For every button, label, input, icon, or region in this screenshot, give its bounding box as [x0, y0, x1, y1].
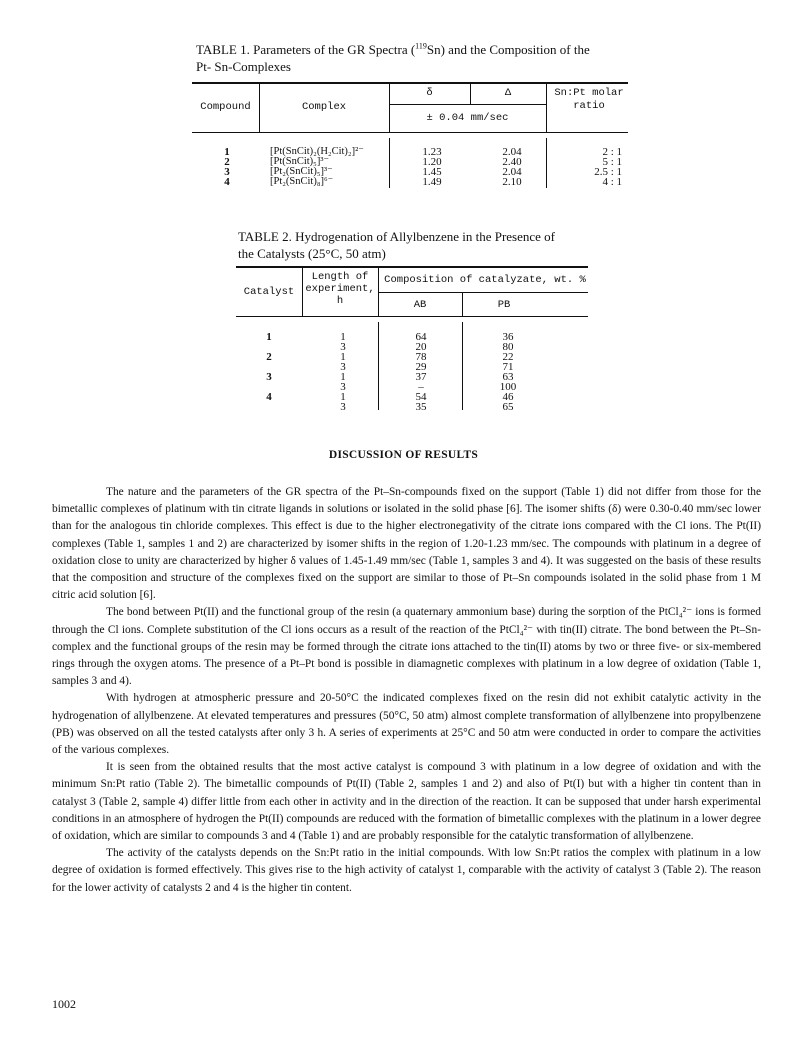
table1-delta-cell: 1.20	[422, 156, 442, 168]
table1-compound-cell: 1	[224, 146, 230, 158]
table1-caption	[196, 41, 666, 75]
table2-length-cell: 3	[340, 381, 346, 393]
paragraph: It is seen from the obtained results that the most active catalyst is compound 3 with platinum in a low degree of oxidation and with the minimum Sn:Pt ratio (Table 2). The bimetallic compounds of Pt(II) (Table 2, samples 1 and 2) and also of Pt(I) but with a higher tin content than in catalyst 3 (Table 2, sample 4) differ little from each other in activity and in the direction of the reaction. It can be supposed that under harsh experimental conditions in an atmosphere of hydrogen the Pt(II) compounds are reduced with the formation of bimetallic complexes with the platinum in a lower degree of oxidation, which are similar to compounds 3 and 4 (Table 1) and are probably responsible for the catalytic transformation of allylbenzene.	[52, 761, 761, 843]
table2-length-cell: 1	[340, 391, 346, 403]
table1-complex-cell: [Pt(SnCit)₅]³⁻	[270, 156, 330, 167]
table2-pb-cell: 36	[502, 331, 514, 343]
discussion-body	[52, 484, 761, 897]
paragraph: With hydrogen at atmospheric pressure and 20-50°C the indicated complexes fixed on the resin did not exhibit catalytic activity in the hydrogenation of allylbenzene. At elevated temperatures and pressures (50°C, 50 atm) almost complete transformation of allylbenzene into propylbenzene (PB) was observed on all the tested catalysts after only 3 h. A series of experiments at 25°C and 50 atm were conducted in order to compare the activities of the various complexes.	[52, 692, 761, 757]
table2-caption-line2: the Catalysts (25°C, 50 atm)	[238, 246, 386, 261]
table1-body-divider	[389, 138, 390, 188]
table1-Delta-cell: 2.40	[502, 156, 522, 168]
table1-complex-cell: [Pt(SnCit)₂(H₂Cit)₂]²⁻	[270, 146, 364, 157]
table1-header-ratio-line1: Sn:Pt molar	[554, 87, 624, 99]
table2-body-divider	[462, 322, 463, 410]
table1-header-rule	[192, 132, 628, 133]
table2-ab-cell: 35	[415, 401, 427, 413]
table2-pb-cell: 100	[499, 381, 517, 393]
table2-pb-cell: 63	[502, 371, 514, 383]
table1-complex-cell: [Pt₂(SnCit)₈]⁶⁻	[270, 176, 334, 187]
table2-header-composition: Composition of catalyzate, wt. %	[384, 274, 586, 286]
table2-header-catalyst: Catalyst	[243, 286, 295, 298]
table1-Delta-cell: 2.10	[502, 176, 522, 188]
table2-ab-cell: 78	[415, 351, 427, 363]
table2-pb-cell: 22	[502, 351, 514, 363]
table1-Delta-cell: 2.04	[502, 166, 522, 178]
table2-caption	[238, 228, 618, 262]
table1-ratio-column	[572, 147, 622, 187]
table2-catalyst-cell: 4	[266, 391, 272, 403]
table2-subheader-rule	[378, 292, 588, 293]
table1-subheader-rule	[389, 104, 546, 105]
table2-length-column	[328, 332, 358, 412]
table2-header-length	[302, 271, 378, 307]
table1-compound-cell: 4	[224, 176, 230, 188]
paragraph: The nature and the parameters of the GR spectra of the Pt–Sn-compounds fixed on the support (Table 1) did not differ from those for the bimetallic complexes of platinum with tin citrate ligands in solutions or isolated in the solid phase [6]. The isomer shifts (δ) were 0.30-0.40 mm/sec lower than for the analogous tin chloride complexes. This effect is due to the higher electronegativity of the citrate ions compared with the Cl ions. The Pt(II) complexes (Table 1, samples 1 and 2) are characterized by isomer shifts in the region of 1.20-1.23 mm/sec. The compounds with platinum in a degree of oxidation close to unity are characterized by higher δ values of 1.45-1.49 mm/sec (Table 1, samples 3 and 4). It was suggested on the basis of these results that the composition and structure of the complexes fixed on the support are similar to those of Pt–Sn compounds isolated in the solid phase from 1 M citric acid solution [6].	[52, 486, 761, 602]
table2-pb-cell: 71	[502, 361, 514, 373]
table1-delta-cell: 1.23	[422, 146, 442, 158]
section-heading: DISCUSSION OF RESULTS	[328, 449, 479, 461]
table2-ab-cell: 29	[415, 361, 427, 373]
table2-catalyst-column	[254, 332, 284, 412]
table1-ratio-cell: 5 : 1	[602, 156, 622, 168]
table1-header-complex: Complex	[301, 101, 347, 113]
table1-compound-column	[212, 147, 242, 187]
table2-header-ab: AB	[413, 299, 427, 311]
table2-ab-cell: –	[418, 381, 424, 393]
table2-ab-cell: 64	[415, 331, 427, 343]
table2-pb-cell: 80	[502, 341, 514, 353]
table1-col-divider	[546, 82, 547, 132]
table2-header-length-line3: h	[336, 295, 344, 307]
table2-header-length-line2: experiment,	[305, 283, 375, 295]
table1-delta-cell: 1.45	[422, 166, 442, 178]
table2-length-cell: 3	[340, 401, 346, 413]
table2-length-cell: 1	[340, 331, 346, 343]
table1-ratio-cell: 4 : 1	[602, 176, 622, 188]
table1	[192, 82, 628, 194]
table2-catalyst-cell: 2	[266, 351, 272, 363]
table1-ratio-cell: 2 : 1	[602, 146, 622, 158]
table2-ab-cell: 37	[415, 371, 427, 383]
table1-header-tolerance: ± 0.04 mm/sec	[426, 112, 509, 124]
table1-caption-part1: TABLE 1. Parameters of the GR Spectra (	[196, 42, 416, 57]
table2-length-cell: 1	[340, 351, 346, 363]
table2-pb-cell: 46	[502, 391, 514, 403]
table2-length-cell: 3	[340, 341, 346, 353]
table2-caption-line1: TABLE 2. Hydrogenation of Allylbenzene in the Presence of	[238, 229, 556, 244]
table2	[236, 266, 588, 416]
table1-compound-cell: 3	[224, 166, 230, 178]
table1-Delta-column	[492, 147, 532, 187]
page-number: 1002	[52, 997, 76, 1011]
table1-header-Delta: Δ	[504, 87, 512, 99]
table1-ratio-cell: 2.5 : 1	[594, 166, 622, 178]
table1-body-divider	[546, 138, 547, 188]
table1-header-delta: δ	[426, 87, 433, 99]
table2-length-cell: 1	[340, 371, 346, 383]
paragraph: The bond between Pt(II) and the functional group of the resin (a quaternary ammonium base) during the sorption of the PtCl₄²⁻ ions is formed through the Cl ions. Complete substitution of the Cl ions occurs as a result of the reaction of the PtCl₄²⁻ with tin(II) citrate. The bond between the Pt–Sn-complex and the functional groups of the resin may be formed through the citrate ions attached to the tin(II) atoms by two or three five- or six-membered rings through the oxygen atoms. The presence of a Pt–Pt bond is possible in diamagnetic complexes with platinum in a low degree of oxidation (Table 1, samples 3 and 4).	[52, 606, 761, 688]
table1-header-ratio-line2: ratio	[573, 100, 605, 112]
table2-header-rule	[236, 316, 588, 317]
table2-catalyst-cell: 3	[266, 371, 272, 383]
table2-body-divider	[378, 322, 379, 410]
table2-length-cell: 3	[340, 361, 346, 373]
table2-ab-cell: 20	[415, 341, 427, 353]
table2-pb-column	[491, 332, 525, 412]
table2-top-rule	[236, 266, 588, 268]
table1-header-ratio	[548, 87, 630, 113]
table2-header-length-line1: Length of	[311, 271, 369, 283]
table1-delta-column	[412, 147, 452, 187]
table1-caption-line2: Pt- Sn-Complexes	[196, 59, 291, 74]
table1-delta-cell: 1.49	[422, 176, 442, 188]
table2-header-pb: PB	[497, 299, 511, 311]
paragraph: The activity of the catalysts depends on the Sn:Pt ratio in the initial compounds. With low Sn:Pt ratios the complex with platinum in a low degree of oxidation is formed effectively. This gives rise to the high activity of catalyst 1, comparable with the activity of catalyst 3 (Table 2). The reason for the lower activity of catalysts 2 and 4 is the higher tin content.	[52, 847, 761, 894]
table1-Delta-cell: 2.04	[502, 146, 522, 158]
table1-caption-sup: 119	[415, 41, 427, 51]
table1-header-compound: Compound	[200, 101, 251, 113]
table1-caption-part2: Sn) and the Composition of the	[426, 42, 590, 57]
table2-ab-cell: 54	[415, 391, 427, 403]
table1-top-rule	[192, 82, 628, 84]
table1-complex-column	[270, 147, 388, 187]
table1-compound-cell: 2	[224, 156, 230, 168]
table2-pb-cell: 65	[502, 401, 514, 413]
table1-complex-cell: [Pt₂(SnCit)₅]³⁻	[270, 166, 333, 177]
table2-catalyst-cell: 1	[266, 331, 272, 343]
table2-ab-column	[406, 332, 436, 412]
